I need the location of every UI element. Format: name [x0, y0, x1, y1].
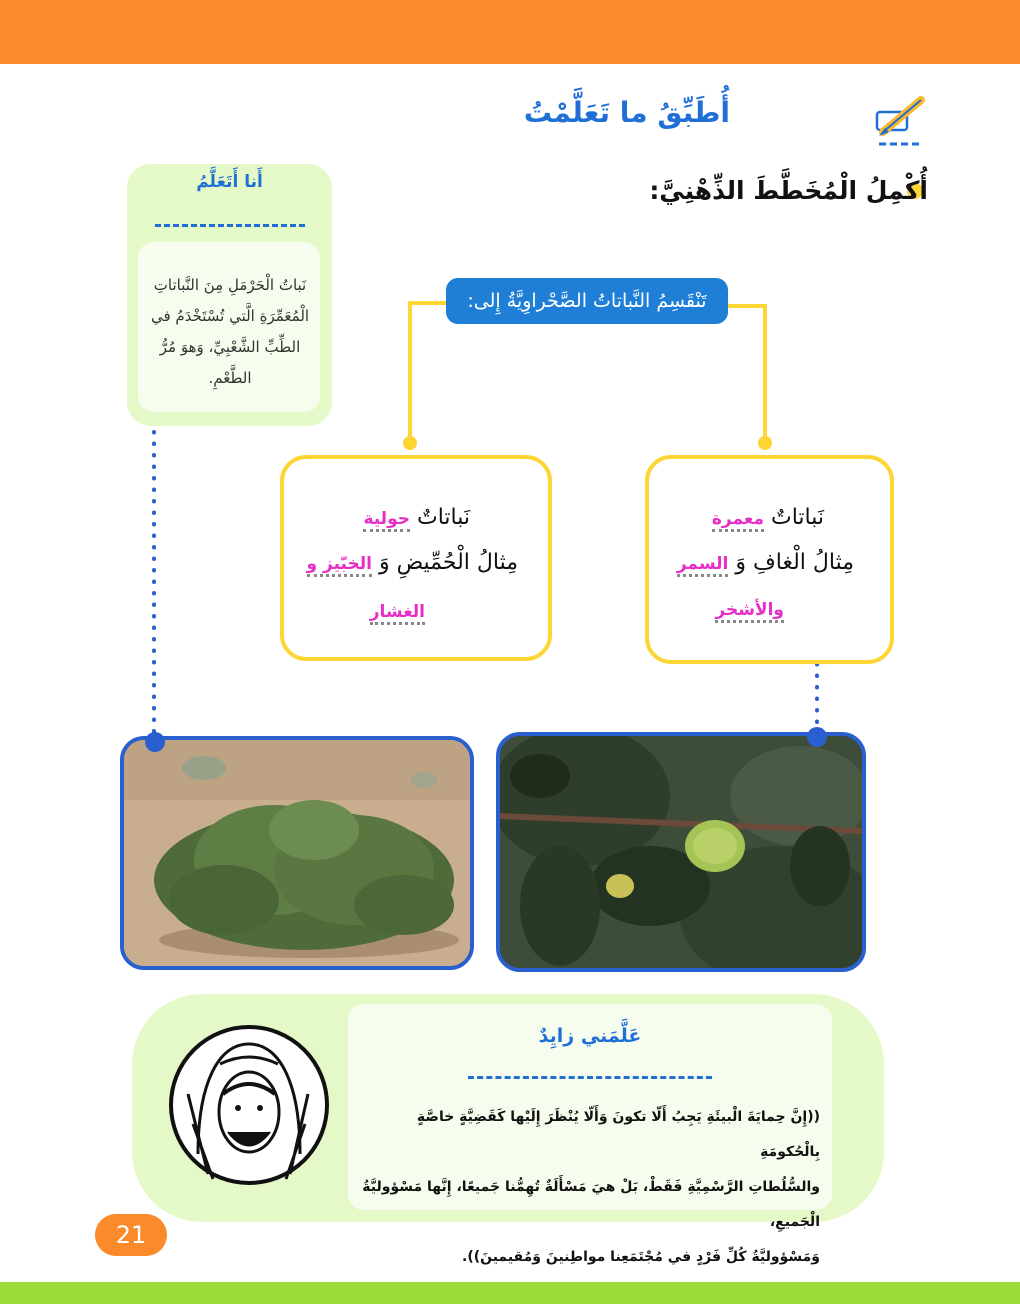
- quote-line: ((إِنَّ حِمايَةَ الْبيئَةِ يَجِبُ أَلّا تكونَ وَأَلّا يُنْظَرَ إِلَيْها كَقَضِيَّةٍ خاصَّةٍ بِالْحُكومَةِ: [416, 1109, 820, 1160]
- sheikh-zayed-portrait-icon: [168, 1024, 330, 1186]
- perennial-line3: [715, 596, 784, 621]
- annual-line2: [307, 550, 518, 575]
- connector-dot-icon: [144, 731, 166, 753]
- tree-fruit-photo: [496, 732, 866, 972]
- perennial-answer1[interactable]: معمرة: [712, 509, 764, 532]
- perennial-label: نَباتاتٌ: [770, 505, 824, 530]
- learn-box-text: نَباتُ الْحَرْمَلِ مِنَ النَّباتاتِ الْمُعَمِّرَةِ الَّتي تُسْتَخْدَمُ في الطِّبِّ الشَّعْبِيِّ، وَهوَ مُرُّ الطَّعْمِ.: [150, 276, 310, 387]
- zayed-title: عَلَّمَني زايِدٌ: [538, 1025, 642, 1047]
- quote-line: وَمَسْؤوليَّةُ كُلِّ فَرْدٍ في مُجْتَمَعِنا مواطِنينَ وَمُقيمينَ)).: [462, 1249, 820, 1265]
- perennial-example-label: مِثالُ الْغافِ وَ: [735, 550, 854, 575]
- dashed-divider: [468, 1076, 712, 1079]
- learn-box-title: أَنا أَتَعَلَّمُ: [196, 172, 263, 192]
- annual-line3: [370, 598, 425, 623]
- page-title: أُطَبِّقُ ما تَعَلَّمْتُ: [523, 96, 730, 129]
- zayed-quote: [360, 1100, 820, 1275]
- bottom-banner: [0, 1282, 1020, 1304]
- annual-answer3[interactable]: الغشار: [370, 602, 425, 625]
- annual-label: نَباتاتٌ: [416, 505, 470, 530]
- quote-line: والسُّلُطاتِ الرَّسْمِيَّةِ فَقَطْ، بَلْ هيَ مَسْأَلَةٌ تُهِمُّنا جَميعًا، إِنَّها مَسْؤوليَّةُ الْجَميعِ،: [362, 1179, 820, 1230]
- annual-example-label: مِثالُ الْحُمِّيضِ وَ: [378, 550, 518, 575]
- perennial-answer3[interactable]: والأشخر: [715, 600, 784, 623]
- annual-line1: [363, 505, 470, 530]
- perennial-answer2[interactable]: السمر: [677, 554, 728, 577]
- perennial-line1: [712, 505, 824, 530]
- harmal-shrub-photo: [120, 736, 474, 970]
- annual-answer1[interactable]: حولية: [363, 509, 410, 532]
- page-number: 21: [95, 1214, 167, 1256]
- mind-map-main-node: تَنْقَسِمُ النَّباتاتُ الصَّحْراوِيَّةُ إِلى:: [446, 278, 728, 324]
- annual-answer2[interactable]: الخبّيز و: [307, 554, 372, 577]
- perennial-line2: [677, 550, 854, 575]
- connector-dot-icon: [806, 726, 828, 748]
- instruction-text: أُكْمِلُ الْمُخَطَّطَ الذِّهْنِيَّ:: [649, 176, 928, 205]
